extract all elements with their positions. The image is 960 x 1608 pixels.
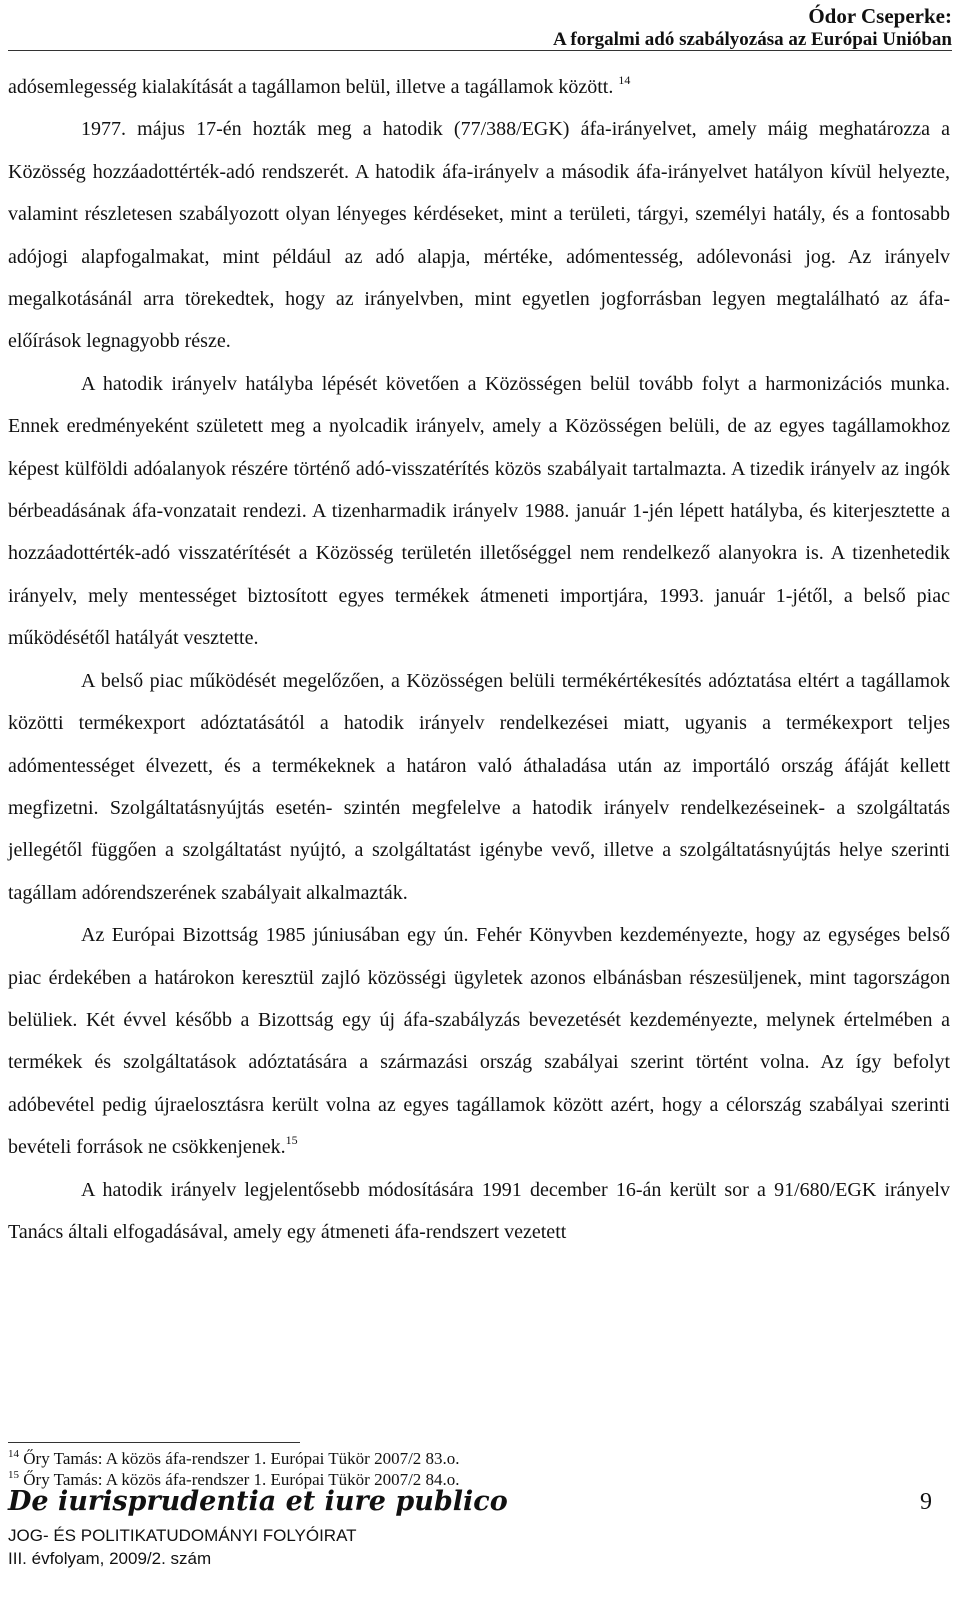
footnote-text: Őry Tamás: A közös áfa-rendszer 1. Európai Tükör 2007/2 84.o. (23, 1470, 460, 1489)
footnote-number: 14 (8, 1448, 19, 1460)
footnote-text: Őry Tamás: A közös áfa-rendszer 1. Európai Tükör 2007/2 83.o. (23, 1449, 460, 1468)
footnote-separator (8, 1442, 300, 1443)
running-header (8, 0, 952, 51)
paragraph-3: A hatodik irányelv hatályba lépését követően a Közösségen belül tovább folyt a harmonizációs munka. Ennek eredményeként született meg a nyolcadik irányelv, amely a Közösségen belüli, de az egyes tagállamokhoz képest külföldi adóalanyok részére történő adó-visszatérítés közös szabályait tartalmazta. A tizedik irányelv az ingók bérbeadásának áfa-vonzatait rendezi. A tizenharmadik irányelv 1988. január 1-jén lépett hatályba, és kiterjesztette a hozzáadottérték-adó visszatérítését a Közösség területén illetőséggel nem rendelkező alanyokra is. A tizenhetedik irányelv, mely mentességet biztosított egyes termékek átmeneti importjára, 1993. január 1-jétől, a belső piac működésétől hatályát vesztette. (8, 372, 950, 650)
paragraph-5-text: Az Európai Bizottság 1985 júniusában egy ún. Fehér Könyvben kezdeményezte, hogy az egységes belső piac érdekében a határokon keresztül zajló közösségi ügyletek azonos elbánásban részesüljenek, mint tagországon belüliek. Két évvel később a Bizottság egy új áfa-szabályzás bevezetését kezdeményezte, melynek értelmében a termékek és szolgáltatások adóztatására a származási ország szabályai szerint történt volna. Az így befolyt adóbevétel pedig újraelosztásra került volna az egyes tagállamok között azért, hogy a célország szabályai szerinti bevételi források ne csökkenjenek. (8, 924, 950, 1159)
body-text (8, 66, 950, 1253)
footnote-14 (8, 1448, 950, 1469)
paragraph-1 (8, 66, 950, 108)
header-author: Ódor Cseperke: (808, 4, 952, 28)
publisher-line-1: JOG- ÉS POLITIKATUDOMÁNYI FOLYÓIRAT (8, 1526, 357, 1545)
footnote-ref-14[interactable]: 14 (618, 73, 631, 87)
paragraph-4: A belső piac működését megelőzően, a Közösségen belüli termékértékesítés adóztatása eltért a tagállamok közötti termékexport adóztatásától a hatodik irányelv rendelkezései miatt, ugyanis a termékexport teljes adómentességet élvezett, és a termékeknek a határon való áthaladása után az importáló ország áfáját kellett megfizetni. Szolgáltatásnyújtás esetén- szintén megfelelve a hatodik irányelv rendelkezéseinek- a szolgáltatás jellegétől függően a szolgáltatást nyújtó, a szolgáltatást igénybe vevő, illetve a szolgáltatásnyújtás helye szerinti tagállam adórendszerének szabályait alkalmazták. (8, 669, 950, 904)
page-number: 9 (920, 1489, 932, 1515)
paragraph-6: A hatodik irányelv legjelentősebb módosítására 1991 december 16-án került sor a 91/680/EGK irányelv Tanács általi elfogadásával, amely egy átmeneti áfa-rendszert vezetett (8, 1178, 950, 1243)
paragraph-2: 1977. május 17-én hozták meg a hatodik (77/388/EGK) áfa-irányelvet, amely máig meghatározza a Közösség hozzáadottérték-adó rendszerét. A hatodik áfa-irányelv a második áfa-irányelvet hatályon kívül helyezte, valamint részletesen szabályozott olyan lényeges kérdéseket, mint a területi, tárgyi, személyi hatály, és a fontosabb adójogi alapfogalmakat, mint például az adó alapja, mértéke, adómentesség, adólevonási jog. Az irányelv megalkotásánál arra törekedtek, hogy az irányelvben, mint egyetlen jogforrásban legyen megtalálható az áfa-előírások legnagyobb része. (8, 118, 950, 353)
footnote-ref-15[interactable]: 15 (285, 1133, 298, 1148)
publisher-line-2: III. évfolyam, 2009/2. szám (8, 1549, 212, 1568)
publisher-info (8, 1524, 357, 1570)
journal-title: De iurisprudentia et iure publico (8, 1486, 508, 1517)
header-title: A forgalmi adó szabályozása az Európai Unióban (552, 29, 952, 50)
paragraph-5 (8, 914, 950, 1168)
paragraph-1-text: adósemlegesség kialakítását a tagállamon belül, illetve a tagállamok között. (8, 76, 614, 98)
footnote-number: 15 (8, 1469, 19, 1481)
